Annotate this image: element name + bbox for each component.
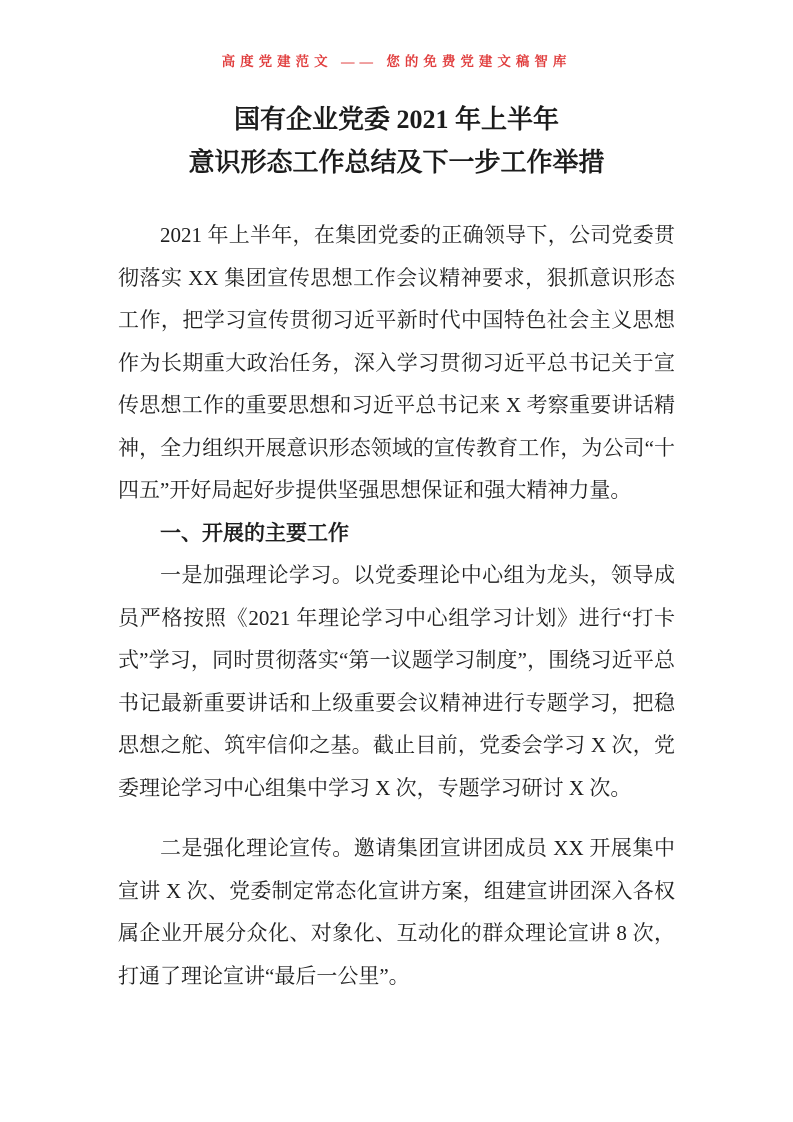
document-body (118, 214, 675, 997)
intro-paragraph: 2021 年上半年，在集团党委的正确领导下，公司党委贯彻落实 XX 集团宣传思想工作会议精神要求，狠抓意识形态工作，把学习宣传贯彻习近平新时代中国特色社会主义思想作为长期重大政治任务，深入学习贯彻习近平总书记关于宣传思想工作的重要思想和习近平总书记来 X 考察重要讲话精神，全力组织开展意识形态领域的宣传教育工作，为公司“十四五”开好局起好步提供坚强思想保证和强大精神力量。 (118, 223, 675, 502)
paragraph-point-two: 二是强化理论宣传。邀请集团宣讲团成员 XX 开展集中宣讲 X 次、党委制定常态化宣讲方案，组建宣讲团深入各权属企业开展分众化、对象化、互动化的群众理论宣讲 8 次，打通了理论宣讲“最后一公里”。 (118, 836, 675, 988)
paragraph-point-one: 一是加强理论学习。以党委理论中心组为龙头，领导成员严格按照《2021 年理论学习中心组学习计划》进行“打卡式”学习，同时贯彻落实“第一议题学习制度”，围绕习近平总书记最新重要讲话和上级重要会议精神进行专题学习，把稳思想之舵、筑牢信仰之基。截止目前，党委会学习 X 次，党委理论学习中心组集中学习 X 次，专题学习研讨 X 次。 (118, 563, 675, 800)
section-heading: 一、开展的主要工作 (160, 520, 349, 545)
title-line-1: 国有企业党委 2021 年上半年 (233, 105, 559, 134)
title-line-2: 意识形态工作总结及下一步工作举措 (188, 148, 605, 177)
document-title (118, 98, 675, 184)
brand-header: 高度党建范文 —— 您的免费党建文稿智库 (221, 54, 572, 69)
